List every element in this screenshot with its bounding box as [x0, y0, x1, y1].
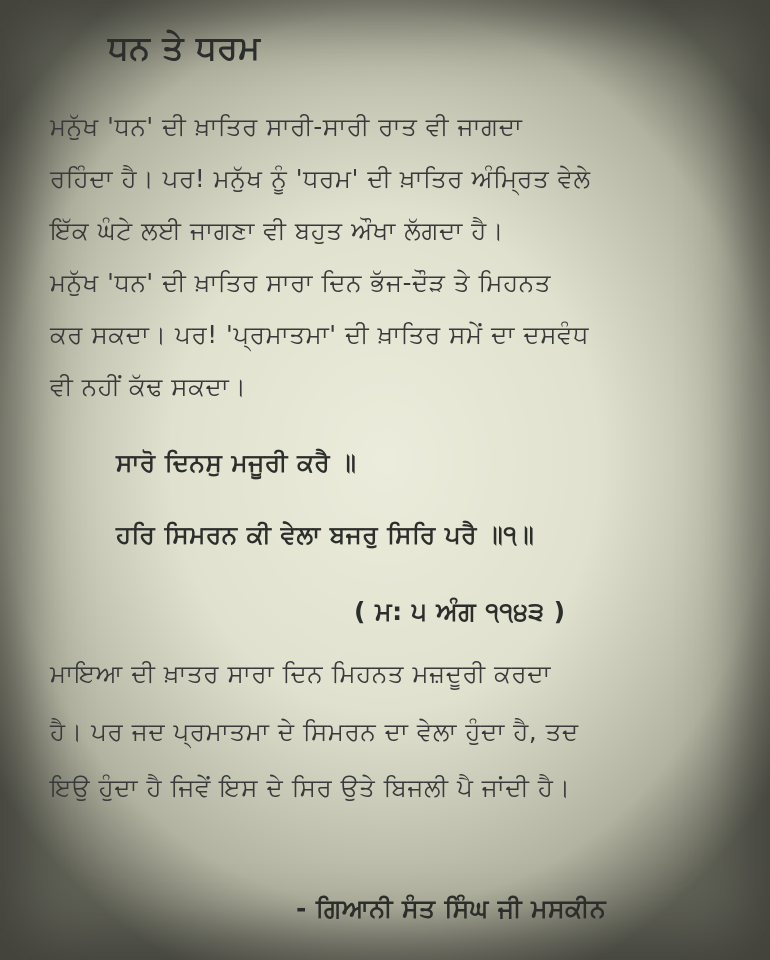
paragraph-line: ਰਹਿੰਦਾ ਹੈ। ਪਰ! ਮਨੁੱਖ ਨੂੰ 'ਧਰਮ' ਦੀ ਖ਼ਾਤਿਰ ਅੰਮ੍ਰਿਤ ਵੇਲੇ [50, 164, 591, 193]
paragraph-line: ਇੱਕ ਘੰਟੇ ਲਈ ਜਾਗਣਾ ਵੀ ਬਹੁਤ ਔਖਾ ਲੱਗਦਾ ਹੈ। [50, 216, 505, 245]
verse-reference: ( ਮ: ੫ ਅੰਗ ੧੧੪੩ ) [354, 597, 566, 626]
paragraph-line: ਮਨੁੱਖ 'ਧਨ' ਦੀ ਖ਼ਾਤਿਰ ਸਾਰਾ ਦਿਨ ਭੱਜ-ਦੌੜ ਤੇ ਮਿਹਨਤ [50, 268, 551, 297]
verse-line: ਸਾਰੋ ਦਿਨਸੁ ਮਜੂਰੀ ਕਰੈ ॥ [116, 448, 357, 477]
author-signature: - ਗਿਆਨੀ ਸੰਤ ਸਿੰਘ ਜੀ ਮਸਕੀਨ [296, 894, 606, 923]
paragraph-line: ਕਰ ਸਕਦਾ। ਪਰ! 'ਪ੍ਰਮਾਤਮਾ' ਦੀ ਖ਼ਾਤਿਰ ਸਮੇਂ ਦਾ ਦਸਵੰਧ [50, 320, 590, 349]
paragraph-line: ਹੈ। ਪਰ ਜਦ ਪ੍ਰਮਾਤਮਾ ਦੇ ਸਿਮਰਨ ਦਾ ਵੇਲਾ ਹੁੰਦਾ ਹੈ, ਤਦ [50, 717, 579, 746]
paragraph-line: ਮਾਇਆ ਦੀ ਖ਼ਾਤਰ ਸਾਰਾ ਦਿਨ ਮਿਹਨਤ ਮਜ਼ਦੂਰੀ ਕਰਦਾ [50, 659, 552, 688]
paragraph-line: ਇਉ ਹੁੰਦਾ ਹੈ ਜਿਵੇਂ ਇਸ ਦੇ ਸਿਰ ਉਤੇ ਬਿਜਲੀ ਪੈ ਜਾਂਦੀ ਹੈ। [50, 773, 571, 802]
paragraph-line: ਵੀ ਨਹੀਂ ਕੱਢ ਸਕਦਾ। [50, 372, 247, 401]
verse-line: ਹਰਿ ਸਿਮਰਨ ਕੀ ਵੇਲਾ ਬਜਰੁ ਸਿਰਿ ਪਰੈ ॥੧॥ [116, 520, 535, 549]
paragraph-line: ਮਨੁੱਖ 'ਧਨ' ਦੀ ਖ਼ਾਤਿਰ ਸਾਰੀ-ਸਾਰੀ ਰਾਤ ਵੀ ਜਾਗਦਾ [50, 112, 523, 141]
document-title: ਧਨ ਤੇ ਧਰਮ [108, 28, 261, 67]
